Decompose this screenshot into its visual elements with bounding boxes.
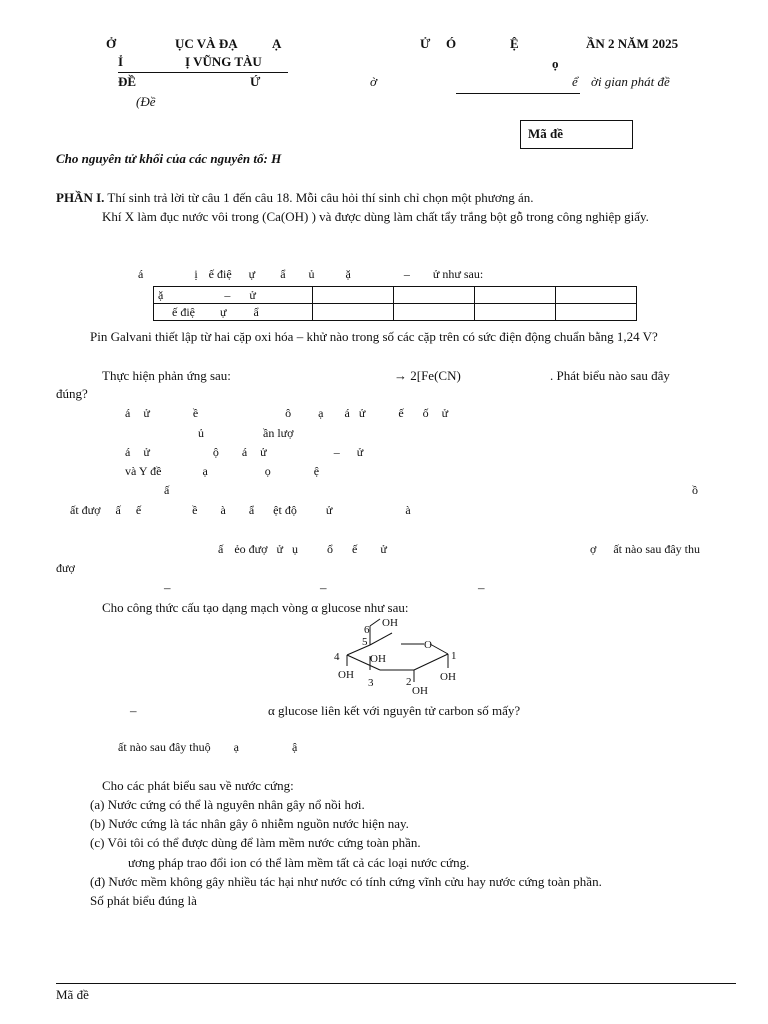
table-cell (313, 304, 394, 321)
atomic-mass-line: Cho nguyên tử khối của các nguyên tố: H (56, 151, 282, 166)
table-cell (313, 287, 394, 304)
table-cell-text: – (224, 287, 231, 302)
q3-frag: ử (441, 406, 449, 420)
table-row (154, 304, 637, 321)
q2-intro (138, 267, 483, 282)
header-dept-fragment-3: Ạ (272, 36, 282, 51)
q3-frag: ề (192, 406, 199, 420)
q5-option-dash-2: – (320, 580, 327, 595)
header-time-fragment-2: ể (572, 74, 578, 89)
table-cell-text: ử (249, 287, 256, 302)
exam-code-box (520, 120, 633, 149)
q8-question: Số phát biểu đúng là (90, 893, 197, 908)
table-cell (394, 287, 475, 304)
header-province-fragment-1: Ỉ (118, 54, 124, 69)
q7-text (118, 740, 297, 755)
carbon-4-label: 4 (334, 651, 340, 663)
q2-frag: á (138, 267, 144, 281)
q2-frag: ủ (308, 267, 315, 281)
part1-heading (56, 190, 533, 206)
q3-frag: ần lượ (263, 426, 294, 440)
q3-frag: và Y đề (125, 464, 162, 478)
q4-frag: ẩ (248, 503, 255, 517)
q3-frag: ộ (212, 445, 219, 459)
footer-rule (56, 983, 736, 984)
q5-frag: ụ (292, 542, 299, 556)
q4-frag: à (405, 503, 411, 517)
q3-option-c (125, 464, 319, 479)
header-exam-fragment-1: ĐỀ (118, 74, 137, 89)
q8-statement-d: ương pháp trao đổi ion có thể làm mềm tất cả các loại nước cứng. (128, 855, 470, 870)
table-cell (475, 304, 556, 321)
header-title-fragment-3: Ệ (510, 36, 519, 51)
q4-fragment-right: ồ (692, 483, 698, 497)
table-cell (556, 287, 637, 304)
header-subject-fragment: ọ (552, 56, 559, 71)
q4-frag: ử (325, 503, 333, 517)
q3-frag: á (344, 406, 350, 420)
q3-prefix: Thực hiện phản ứng sau: (102, 368, 231, 383)
header-province-fragment-2: Ị VŨNG TÀU (185, 54, 262, 69)
carbon-2-label: 2 (406, 676, 412, 688)
carbon-3-label: 3 (368, 677, 374, 689)
q8-statement-c: (c) Vôi tôi có thể được dùng để làm mềm nước cứng toàn phần. (90, 835, 421, 850)
oh-6-label: OH (382, 617, 398, 629)
q6-question: α glucose liên kết với nguyên tử carbon số mấy? (268, 703, 521, 718)
q3-frag: ố (422, 406, 429, 420)
header-page-note: (Đề (136, 94, 156, 109)
table-cell-text: ế điệ (172, 304, 195, 319)
q5-option-dash-3: – (478, 580, 485, 595)
q7-frag: ất nào sau đây thuộ (118, 740, 211, 754)
oh-2-label: OH (412, 685, 428, 697)
header-title-year: ẦN 2 NĂM 2025 (586, 36, 679, 51)
q5-frag: ấ (218, 542, 224, 556)
q4-frag: ế (135, 503, 142, 517)
oh-middle-label: OH (370, 653, 386, 665)
table-cell (394, 304, 475, 321)
question-1-text: Khí X làm đục nước vôi trong (Ca(OH) ) và được dùng làm chất tẩy trắng bột gỗ trong công nghiệp giấy. (102, 209, 649, 224)
table-cell (556, 304, 637, 321)
table-cell-text: ặ (158, 287, 164, 302)
q3-frag: ạ (318, 406, 324, 420)
header-underline-right (456, 93, 580, 94)
q4-frag: ất đượ (70, 503, 101, 517)
q3-frag: ọ (264, 464, 271, 478)
part1-title: PHẦN I. (56, 190, 105, 205)
q5-frag: ẻo đượ (234, 542, 268, 556)
q4-line (70, 503, 411, 518)
header-underline-left (118, 72, 288, 73)
q4-fragment-left: ấ (164, 483, 170, 497)
q5-line-1 (218, 542, 387, 557)
standard-potential-table (153, 286, 637, 321)
q3-frag: á (125, 445, 131, 459)
q3-frag: ử (260, 445, 267, 459)
q3-suffix-2: đúng? (56, 386, 88, 401)
q3-frag: ử (143, 406, 150, 420)
q3-option-b (125, 445, 363, 460)
q4-frag: ề (192, 503, 198, 517)
table-cell-text: ự (220, 304, 227, 319)
q2-question: Pin Galvani thiết lập từ hai cặp oxi hóa – khử nào trong số các cặp trên có sức điện động chuẩn bằng 1,24 V? (90, 329, 658, 344)
q2-frag: ử như sau: (432, 267, 484, 281)
q5-frag: ế (352, 542, 358, 556)
header-title-fragment-2: Ó (446, 36, 457, 51)
table-cell-text: ẩ (253, 304, 259, 319)
ring-oxygen-label: O (424, 639, 432, 651)
oh-4-label: OH (338, 669, 354, 681)
q3-frag: ô (285, 406, 292, 420)
q2-frag: ự (248, 267, 256, 281)
table-cell (154, 304, 313, 321)
footer-exam-code: Mã đề (56, 987, 89, 1002)
q8-statement-e: (đ) Nước mềm không gây nhiều tác hại như nước có tính cứng vĩnh cửu hay nước cứng toàn phần. (90, 874, 602, 889)
q3-frag: á (241, 445, 248, 459)
q5-frag: ổ (327, 542, 334, 556)
part1-instruction: Thí sinh trả lời từ câu 1 đến câu 18. Mỗi câu hỏi thí sinh chỉ chọn một phương án. (107, 190, 534, 205)
q3-option-a-cont (198, 426, 294, 441)
oh-1-label: OH (440, 671, 456, 683)
q3-frag: ử (356, 445, 364, 459)
table-cell (475, 287, 556, 304)
table-cell (154, 287, 313, 304)
table-row (154, 287, 637, 304)
header-dept-fragment-1: Ở (106, 36, 117, 51)
q5-line-2: đượ (56, 561, 75, 575)
q7-frag: ạ (233, 740, 239, 754)
q4-frag: ấ (115, 503, 121, 517)
q3-frag: – (333, 445, 340, 459)
q8-intro: Cho các phát biểu sau về nước cứng: (102, 778, 294, 793)
q3-frag: ử (358, 406, 366, 420)
q3-suffix: . Phát biểu nào sau đây (550, 368, 670, 383)
q5-frag: ử (380, 542, 387, 556)
q3-frag: ạ (202, 464, 208, 478)
q6-question-dash: – (130, 703, 137, 718)
alpha-glucose-structure (326, 612, 466, 698)
q3-frag: ệ (313, 464, 320, 478)
q2-frag: ặ (345, 267, 351, 281)
q3-product: → 2[Fe(CN) (394, 368, 461, 383)
q5-frag: ất nào sau đây thu (613, 542, 701, 556)
q3-frag: ế (398, 406, 404, 420)
q2-frag: – (403, 267, 410, 281)
q4-frag: ệt độ (273, 503, 297, 517)
q8-statement-a: (a) Nước cứng có thể là nguyên nhân gây nổ nồi hơi. (90, 797, 365, 812)
carbon-6-label: 6 (364, 624, 370, 636)
q4-frag: à (220, 503, 226, 517)
header-dept-fragment-2: ỤC VÀ ĐẠ (175, 36, 238, 51)
q3-frag: ử (143, 445, 150, 459)
q3-frag: á (125, 406, 131, 420)
q2-frag: ẩ (280, 267, 286, 281)
carbon-1-label: 1 (451, 650, 457, 662)
carbon-5-label: 5 (362, 636, 368, 648)
header-title-fragment-1: Ử (420, 36, 431, 51)
q6-text: Cho công thức cấu tạo dạng mạch vòng α glucose như sau: (102, 600, 409, 615)
q7-frag: ậ (291, 740, 298, 754)
header-time-note: ời gian phát đề (591, 74, 670, 89)
header-time-fragment-1: ờ (370, 74, 377, 89)
q2-frag: ị (194, 267, 198, 281)
q3-frag: ủ (198, 426, 204, 440)
q5-option-dash-1: – (164, 580, 171, 595)
q5-frag: ợ (590, 542, 597, 556)
exam-code-label: Mã đề (528, 126, 564, 141)
q8-statement-b: (b) Nước cứng là tác nhân gây ô nhiễm nguồn nước hiện nay. (90, 816, 409, 831)
q2-frag: ế điệ (208, 267, 232, 281)
q5-frag: ử (276, 542, 284, 556)
header-exam-fragment-2: Ứ (250, 74, 261, 89)
q3-option-a (125, 406, 448, 421)
q5-line-1-right (590, 542, 700, 557)
